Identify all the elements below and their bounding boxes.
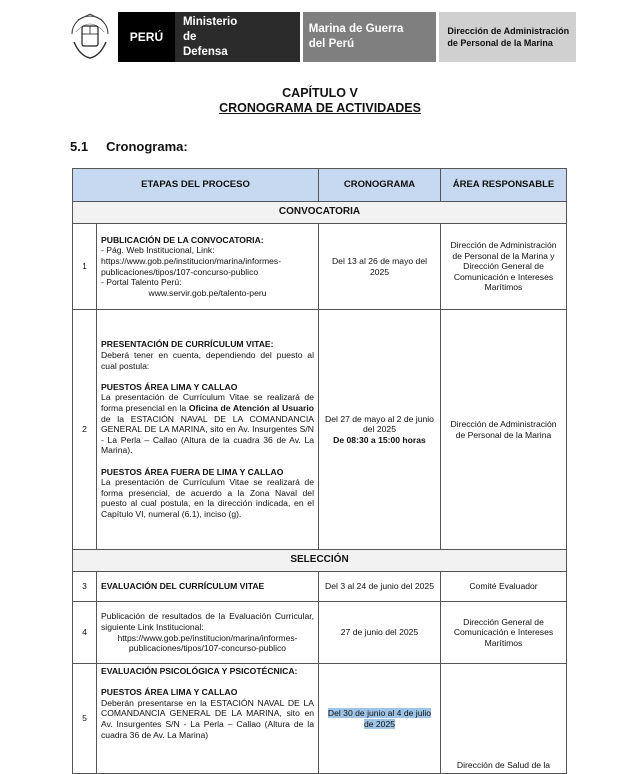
stage-cell: PRESENTACIÓN DE CURRÍCULUM VITAE: Deberá tener en cuenta, dependiendo del puesto al cual postula: PUESTOS ÁREA LIMA Y CALLAO La presentación de Currículum Vitae se realizará de forma presencial en la Oficina de Atención al Usuario de la ESTACIÓN NAVAL DE LA COMANDANCIA GENERAL DE LA MARINA, sito en Av. Insurgentes S/N - La Perla – Callao (Altura de la cuadra 36 de Av. La Marina). PUESTOS ÁREA FUERA DE LIMA Y CALLAO La presentación de Currículum Vitae se realizará de forma presencial, de acuerdo a la Zona Naval del puesto al cual postula, en la dirección indicada, en el Capítulo VI, numeral (6.1), inciso (g).: [97, 310, 319, 550]
header-navy: Marina de Guerra del Perú: [303, 12, 437, 62]
section-convocatoria: CONVOCATORIA: [73, 202, 567, 224]
header-area: ÁREA RESPONSABLE: [441, 169, 567, 202]
header-peru: PERÚ: [118, 12, 175, 62]
highlighted-date: Del 30 de junio al 4 de julio de 2025: [327, 707, 432, 729]
schedule-table: [72, 168, 567, 774]
chapter-title: CAPÍTULO V CRONOGRAMA DE ACTIVIDADES: [219, 86, 421, 115]
table-row: 4 Publicación de resultados de la Evaluación Curricular, siguiente Link Institucional: https://www.gob.pe/institucion/marina/informes- publicaciones/tipos/107-concurso-publico 27 de junio del 2025 Dirección General de Comunicación e Intereses Marítimos: [73, 602, 567, 664]
header-bar: [64, 12, 576, 62]
header-direction: Dirección de Administración de Personal de la Marina: [439, 12, 576, 62]
header-cronograma: CRONOGRAMA: [319, 169, 441, 202]
header-ministry: Ministerio de Defensa: [175, 12, 238, 62]
table-row: 5 EVALUACIÓN PSICOLÓGICA Y PSICOTÉCNICA: PUESTOS ÁREA LIMA Y CALLAO Deberán presentarse en la ESTACIÓN NAVAL DE LA COMANDANCIA GENERAL DE LA MARINA, sito en Av. Insurgentes S/N - La Perla – Callao (Altura de la cuadra 36 de Av. La Marina) Del 30 de junio al 4 de julio de 2025 Dirección de Salud de la: [73, 664, 567, 774]
stage-cell: PUBLICACIÓN DE LA CONVOCATORIA: - Pág. Web Institucional, Link: https://www.gob.pe/institucion/marina/informes- publicaciones/tipos/107-concurso-publico - Portal Talento Perú: www.servir.gob.pe/talento-peru: [97, 224, 319, 310]
section-heading: 5.1 Cronograma:: [70, 139, 188, 154]
table-header-row: [73, 169, 567, 202]
table-row: 1 PUBLICACIÓN DE LA CONVOCATORIA: - Pág. Web Institucional, Link: https://www.gob.pe/institucion/marina/informes- publicaciones/tipos/107-concurso-publico - Portal Talento Perú: www.servir.gob.pe/talento-peru Del 13 al 26 de mayo del 2025 Dirección de Administración de Personal de la Marina y Dirección General de Comunicación e Intereses Marítimos: [73, 224, 567, 310]
table-row: 2 PRESENTACIÓN DE CURRÍCULUM VITAE: Deberá tener en cuenta, dependiendo del puesto al cual postula: PUESTOS ÁREA LIMA Y CALLAO La presentación de Currículum Vitae se realizará de forma presencial en la Oficina de Atención al Usuario de la ESTACIÓN NAVAL DE LA COMANDANCIA GENERAL DE LA MARINA, sito en Av. Insurgentes S/N - La Perla – Callao (Altura de la cuadra 36 de Av. La Marina). PUESTOS ÁREA FUERA DE LIMA Y CALLAO La presentación de Currículum Vitae se realizará de forma presencial, de acuerdo a la Zona Naval del puesto al cual postula, en la dirección indicada, en el Capítulo VI, numeral (6.1), inciso (g). Del 27 de mayo al 2 de junio del 2025 De 08:30 a 15:00 horas Dirección de Administración de Personal de la Marina: [73, 310, 567, 550]
header-etapas: ETAPAS DEL PROCESO: [73, 169, 319, 202]
table-row: 3 EVALUACIÓN DEL CURRÍCULUM VITAE Del 3 al 24 de junio del 2025 Comité Evaluador: [73, 572, 567, 602]
section-seleccion: SELECCIÓN: [73, 550, 567, 572]
